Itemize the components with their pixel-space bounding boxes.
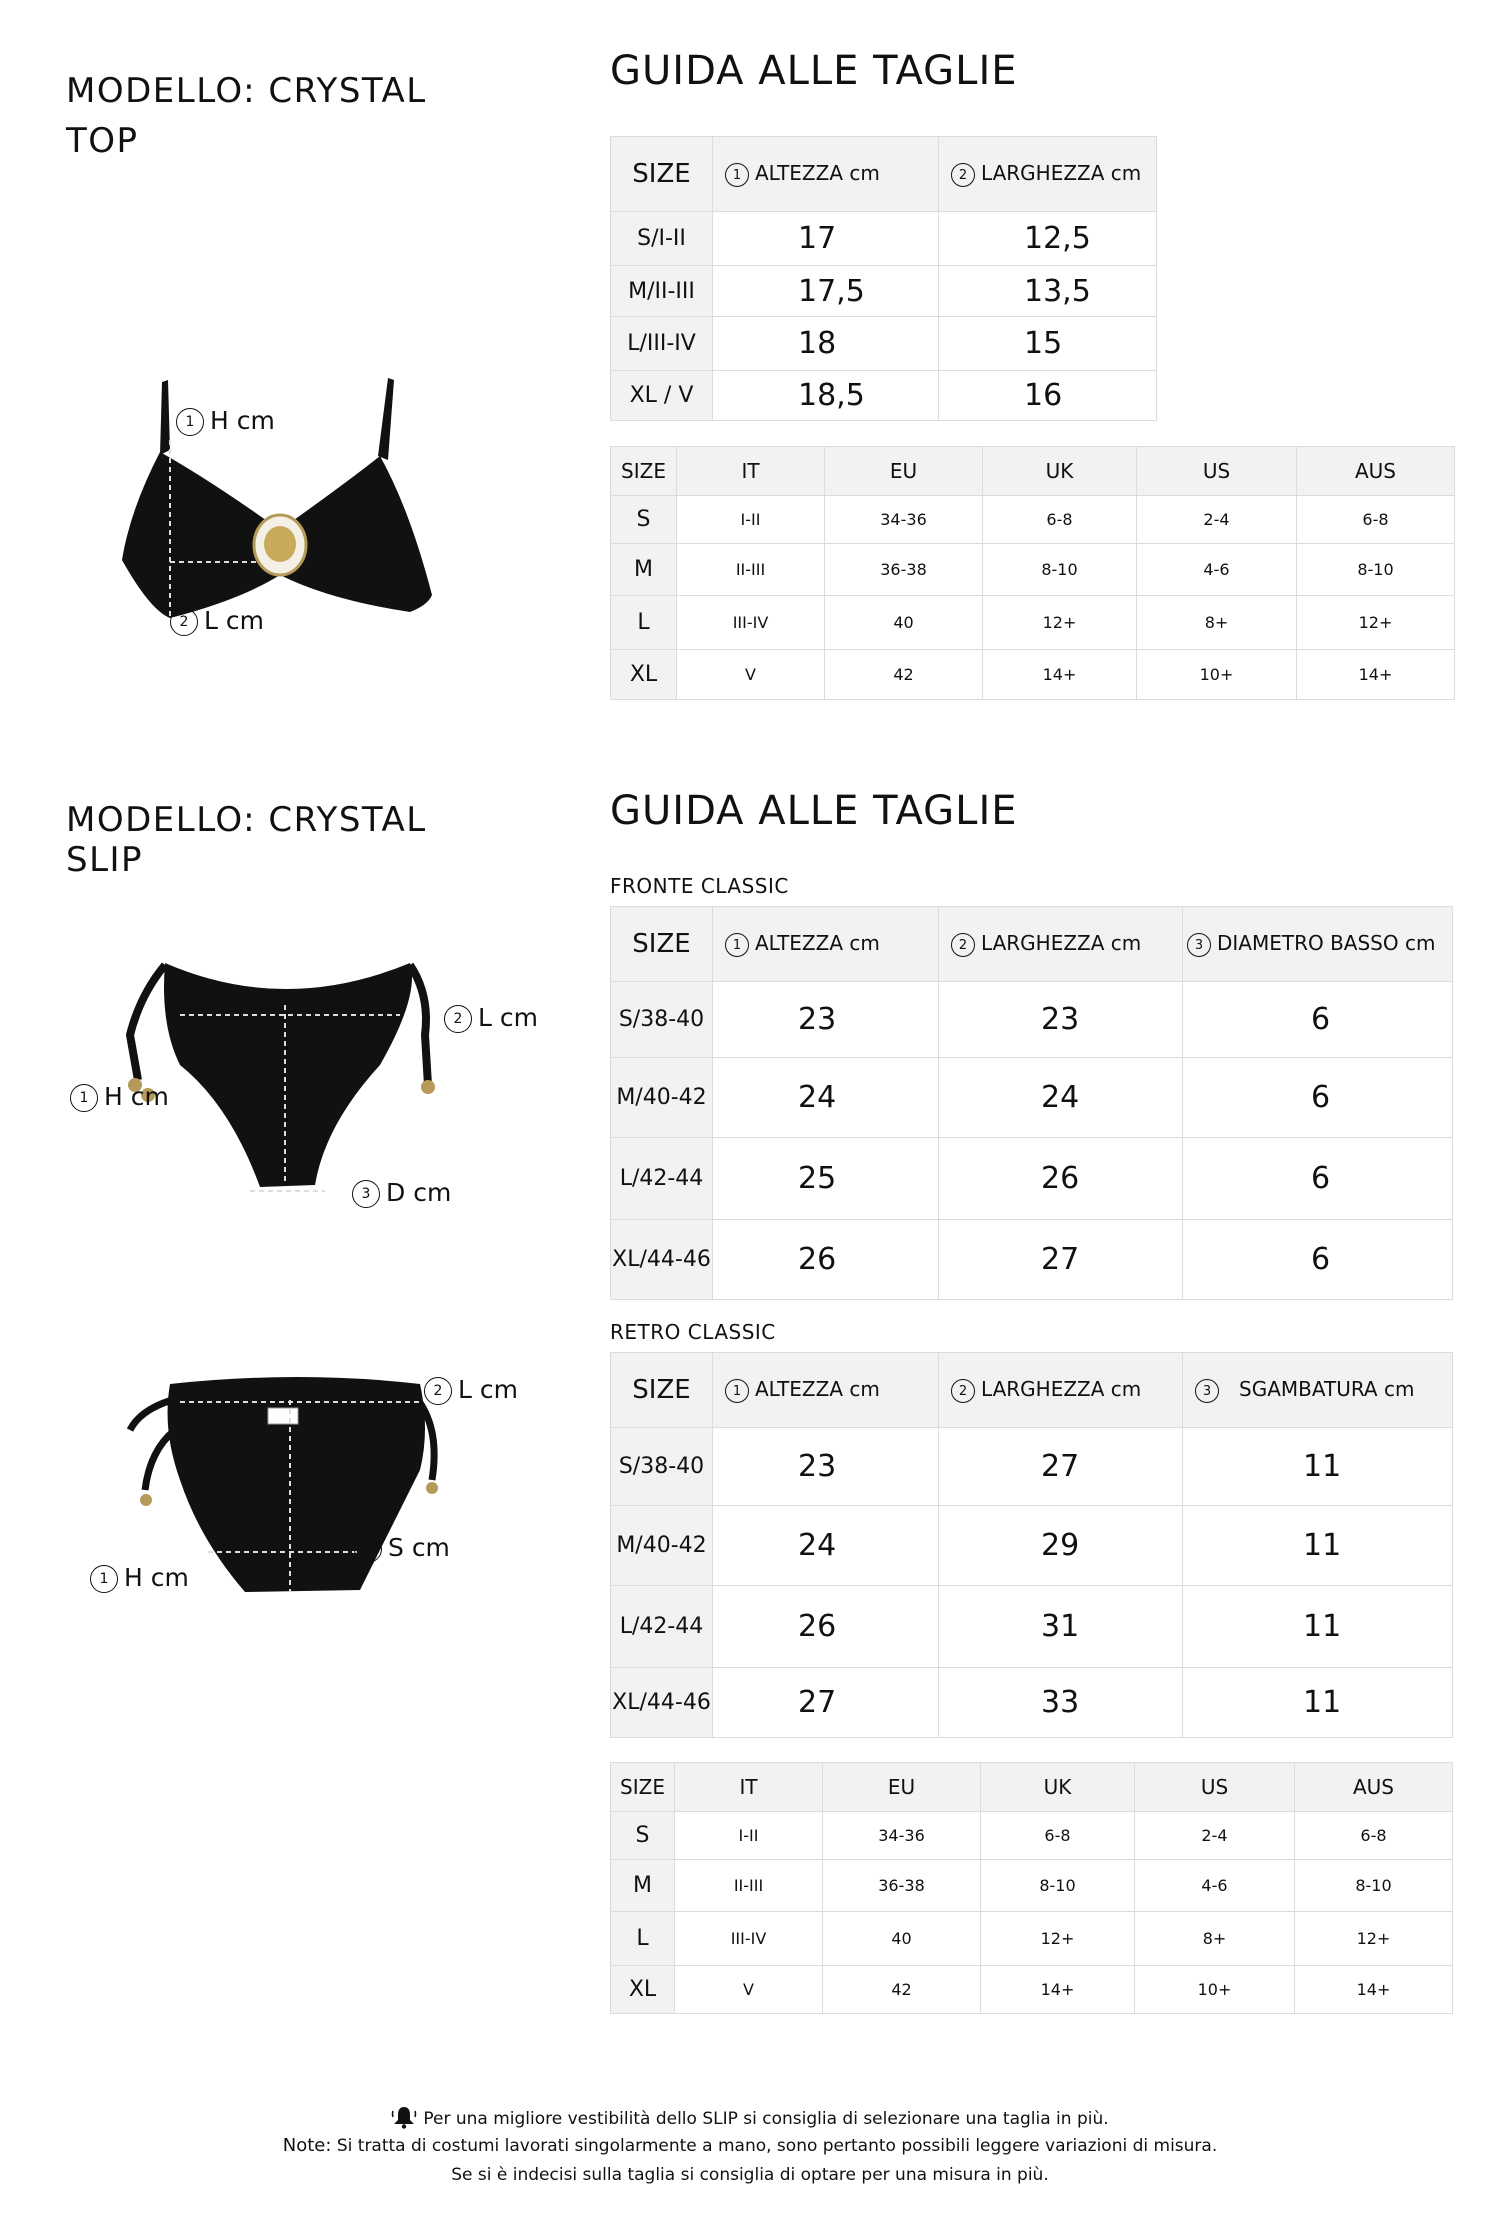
- size-cell: M/II-III: [611, 266, 713, 317]
- value-cell: 23: [713, 1428, 939, 1506]
- value-cell: 11: [1183, 1668, 1453, 1738]
- slip-model-title: [66, 800, 427, 880]
- front-header-h: [713, 907, 939, 982]
- slip-front-table: [610, 906, 1453, 1300]
- value-cell: 6: [1183, 1058, 1453, 1138]
- value-cell: 15: [939, 317, 1157, 371]
- size-cell: M: [611, 544, 677, 596]
- value-cell: 11: [1183, 1586, 1453, 1668]
- conv-cell: 36-38: [823, 1860, 981, 1912]
- conv-cell: 40: [823, 1912, 981, 1966]
- value-cell: 26: [939, 1138, 1183, 1220]
- slip-guide-title: GUIDA ALLE TAGLIE: [610, 788, 1018, 834]
- back-header-s-text: SGAMBATURA cm: [1239, 1377, 1415, 1402]
- conv-cell: 14+: [1297, 650, 1455, 700]
- slip-back-label-h-number: 1: [90, 1565, 118, 1593]
- conv-cell: 34-36: [825, 496, 983, 544]
- conv-cell: 8-10: [981, 1860, 1135, 1912]
- back-header-h-text: ALTEZZA cm: [755, 1377, 880, 1402]
- slip-front-label-d-text: D cm: [386, 1178, 452, 1207]
- note-line-1-text: Per una migliore vestibilità dello SLIP si consiglia di selezionare una taglia in più.: [423, 2109, 1109, 2129]
- value-cell: 17: [713, 212, 939, 266]
- value-cell: 23: [939, 982, 1183, 1058]
- value-cell: 24: [713, 1506, 939, 1586]
- value-cell: 11: [1183, 1428, 1453, 1506]
- conv-cell: 2-4: [1137, 496, 1297, 544]
- value-cell: 18,5: [713, 371, 939, 421]
- conv-cell: 2-4: [1135, 1812, 1295, 1860]
- conv-cell: 40: [825, 596, 983, 650]
- value-cell: 33: [939, 1668, 1183, 1738]
- table-row: [611, 1428, 1453, 1506]
- conv-header: US: [1135, 1763, 1295, 1812]
- top-measure-table: [610, 136, 1157, 421]
- top-model-title: [66, 66, 427, 166]
- conv-cell: 14+: [1295, 1966, 1453, 2014]
- note-label: Note:: [282, 2135, 332, 2156]
- note-line-2-text: Si tratta di costumi lavorati singolarmente a mano, sono pertanto possibili leggere variazioni di misura.: [336, 2136, 1218, 2156]
- conv-cell: 12+: [983, 596, 1137, 650]
- value-cell: 27: [939, 1220, 1183, 1300]
- top-guide-title: GUIDA ALLE TAGLIE: [610, 48, 1018, 94]
- table-row: [611, 1812, 1453, 1860]
- slip-back-label-h: [90, 1563, 189, 1593]
- conv-cell: I-II: [677, 496, 825, 544]
- size-cell: XL: [611, 1966, 675, 2014]
- conv-header: US: [1137, 447, 1297, 496]
- top-label-h-text: H cm: [210, 406, 275, 435]
- back-header-h-number: 1: [725, 1379, 749, 1403]
- back-header-l-text: LARGHEZZA cm: [981, 1377, 1142, 1402]
- conv-header: SIZE: [611, 1763, 675, 1812]
- table-row: [611, 1966, 1453, 2014]
- table-row: [611, 650, 1455, 700]
- table-row: [611, 1586, 1453, 1668]
- top-measure-header-h: [713, 137, 939, 212]
- slip-front-label-h-text: H cm: [104, 1082, 169, 1111]
- conv-cell: 10+: [1135, 1966, 1295, 2014]
- slip-back-label-s-text: S cm: [388, 1533, 450, 1562]
- top-label-l: [170, 606, 264, 636]
- front-classic-label: FRONTE CLASSIC: [610, 874, 789, 898]
- back-header-l-number: 2: [951, 1379, 975, 1403]
- value-cell: 18: [713, 317, 939, 371]
- value-cell: 23: [713, 982, 939, 1058]
- conv-cell: 6-8: [981, 1812, 1135, 1860]
- conv-cell: 6-8: [983, 496, 1137, 544]
- conv-cell: 8+: [1135, 1912, 1295, 1966]
- value-cell: 26: [713, 1586, 939, 1668]
- conv-cell: 10+: [1137, 650, 1297, 700]
- note-line-2: [0, 2135, 1500, 2156]
- conv-cell: 6-8: [1297, 496, 1455, 544]
- conv-header: AUS: [1295, 1763, 1453, 1812]
- conv-cell: II-III: [677, 544, 825, 596]
- conv-cell: 8-10: [1295, 1860, 1453, 1912]
- slip-back-label-s-number: 3: [354, 1535, 382, 1563]
- value-cell: 6: [1183, 1220, 1453, 1300]
- slip-front-label-l: [444, 1003, 538, 1033]
- value-cell: 25: [713, 1138, 939, 1220]
- value-cell: 17,5: [713, 266, 939, 317]
- conv-cell: III-IV: [675, 1912, 823, 1966]
- size-cell: L/42-44: [611, 1586, 713, 1668]
- conv-cell: 42: [823, 1966, 981, 2014]
- size-cell: M: [611, 1860, 675, 1912]
- table-row: [611, 212, 1157, 266]
- conv-header: EU: [823, 1763, 981, 1812]
- back-header-h: [713, 1353, 939, 1428]
- size-cell: L: [611, 596, 677, 650]
- retro-classic-label: RETRO CLASSIC: [610, 1320, 776, 1344]
- front-header-d-number: 3: [1187, 933, 1211, 957]
- conv-cell: 12+: [1295, 1912, 1453, 1966]
- value-cell: 26: [713, 1220, 939, 1300]
- slip-back-label-l-text: L cm: [458, 1375, 518, 1404]
- top-measure-header-l-text: LARGHEZZA cm: [981, 161, 1142, 186]
- note-line-1: [0, 2105, 1500, 2129]
- slip-front-label-d-number: 3: [352, 1180, 380, 1208]
- slip-front-label-d: [352, 1178, 451, 1208]
- top-label-h: [176, 406, 275, 436]
- conv-cell: 14+: [981, 1966, 1135, 2014]
- value-cell: 16: [939, 371, 1157, 421]
- value-cell: 6: [1183, 1138, 1453, 1220]
- conv-cell: I-II: [675, 1812, 823, 1860]
- value-cell: 24: [713, 1058, 939, 1138]
- size-cell: L: [611, 1912, 675, 1966]
- table-row: [611, 371, 1157, 421]
- slip-conversion-table: [610, 1762, 1453, 2014]
- conv-cell: III-IV: [677, 596, 825, 650]
- note-line-3: Se si è indecisi sulla taglia si consiglia di optare per una misura in più.: [451, 2165, 1049, 2185]
- conv-cell: 6-8: [1295, 1812, 1453, 1860]
- slip-back-label-s: [354, 1533, 450, 1563]
- table-row: [611, 1912, 1453, 1966]
- top-label-l-text: L cm: [204, 606, 264, 635]
- conv-cell: II-III: [675, 1860, 823, 1912]
- size-cell: S/I-II: [611, 212, 713, 266]
- size-cell: XL / V: [611, 371, 713, 421]
- slip-front-label-h-number: 1: [70, 1084, 98, 1112]
- conv-header: UK: [983, 447, 1137, 496]
- table-row: [611, 1668, 1453, 1738]
- value-cell: 27: [939, 1428, 1183, 1506]
- conv-header: UK: [981, 1763, 1135, 1812]
- conv-cell: 42: [825, 650, 983, 700]
- conv-header: IT: [677, 447, 825, 496]
- front-header-l: [939, 907, 1183, 982]
- table-row: [611, 596, 1455, 650]
- conv-cell: 8-10: [1297, 544, 1455, 596]
- value-cell: 11: [1183, 1506, 1453, 1586]
- front-header-h-text: ALTEZZA cm: [755, 931, 880, 956]
- table-row: [611, 982, 1453, 1058]
- slip-back-label-l-number: 2: [424, 1377, 452, 1405]
- value-cell: 6: [1183, 982, 1453, 1058]
- size-cell: XL/44-46: [611, 1220, 713, 1300]
- value-cell: 31: [939, 1586, 1183, 1668]
- table-row: [611, 1220, 1453, 1300]
- conv-cell: 14+: [983, 650, 1137, 700]
- conv-cell: 8+: [1137, 596, 1297, 650]
- conv-cell: V: [677, 650, 825, 700]
- top-model-line2: TOP: [66, 121, 139, 161]
- size-cell: L/III-IV: [611, 317, 713, 371]
- conv-cell: 4-6: [1135, 1860, 1295, 1912]
- front-header-d: [1183, 907, 1453, 982]
- slip-model-line2: SLIP: [66, 840, 144, 880]
- size-cell: S: [611, 496, 677, 544]
- slip-back-label-l: [424, 1375, 518, 1405]
- conv-cell: 12+: [981, 1912, 1135, 1966]
- size-cell: M/40-42: [611, 1506, 713, 1586]
- size-cell: M/40-42: [611, 1058, 713, 1138]
- slip-front-label-l-number: 2: [444, 1005, 472, 1033]
- back-header-s-number: 3: [1195, 1379, 1219, 1403]
- size-cell: XL/44-46: [611, 1668, 713, 1738]
- table-row: [611, 266, 1157, 317]
- top-measure-header-h-text: ALTEZZA cm: [755, 161, 880, 186]
- back-header-l: [939, 1353, 1183, 1428]
- value-cell: 27: [713, 1668, 939, 1738]
- top-measure-header-size: SIZE: [611, 137, 713, 212]
- conv-cell: 12+: [1297, 596, 1455, 650]
- table-row: [611, 1138, 1453, 1220]
- size-cell: S/38-40: [611, 982, 713, 1058]
- back-header-s: [1183, 1353, 1453, 1428]
- table-row: [611, 1058, 1453, 1138]
- conv-header: SIZE: [611, 447, 677, 496]
- value-cell: 12,5: [939, 212, 1157, 266]
- table-row: [611, 496, 1455, 544]
- table-row: [611, 544, 1455, 596]
- value-cell: 13,5: [939, 266, 1157, 317]
- size-cell: L/42-44: [611, 1138, 713, 1220]
- conv-header: EU: [825, 447, 983, 496]
- value-cell: 24: [939, 1058, 1183, 1138]
- conv-header: AUS: [1297, 447, 1455, 496]
- top-measure-header-h-number: 1: [725, 163, 749, 187]
- back-header-size: SIZE: [611, 1353, 713, 1428]
- front-header-l-text: LARGHEZZA cm: [981, 931, 1142, 956]
- slip-front-label-h: [70, 1082, 169, 1112]
- slip-back-label-h-text: H cm: [124, 1563, 189, 1592]
- top-measure-header-l: [939, 137, 1157, 212]
- size-cell: XL: [611, 650, 677, 700]
- slip-model-line1: MODELLO: CRYSTAL: [66, 800, 427, 840]
- front-header-l-number: 2: [951, 933, 975, 957]
- conv-cell: V: [675, 1966, 823, 2014]
- slip-back-table: [610, 1352, 1453, 1738]
- conv-cell: 34-36: [823, 1812, 981, 1860]
- size-cell: S: [611, 1812, 675, 1860]
- value-cell: 29: [939, 1506, 1183, 1586]
- table-row: [611, 1506, 1453, 1586]
- front-header-size: SIZE: [611, 907, 713, 982]
- conv-cell: 4-6: [1137, 544, 1297, 596]
- table-row: [611, 317, 1157, 371]
- bell-icon: [391, 2105, 417, 2129]
- top-model-line1: MODELLO: CRYSTAL: [66, 71, 427, 111]
- top-label-l-number: 2: [170, 608, 198, 636]
- conv-cell: 8-10: [983, 544, 1137, 596]
- front-header-h-number: 1: [725, 933, 749, 957]
- top-conversion-table: [610, 446, 1455, 700]
- slip-front-label-l-text: L cm: [478, 1003, 538, 1032]
- top-measure-header-l-number: 2: [951, 163, 975, 187]
- front-header-d-text: DIAMETRO BASSO cm: [1217, 931, 1436, 956]
- table-row: [611, 1860, 1453, 1912]
- conv-cell: 36-38: [825, 544, 983, 596]
- bikini-top-illustration: [110, 370, 440, 630]
- conv-header: IT: [675, 1763, 823, 1812]
- size-cell: S/38-40: [611, 1428, 713, 1506]
- top-label-h-number: 1: [176, 408, 204, 436]
